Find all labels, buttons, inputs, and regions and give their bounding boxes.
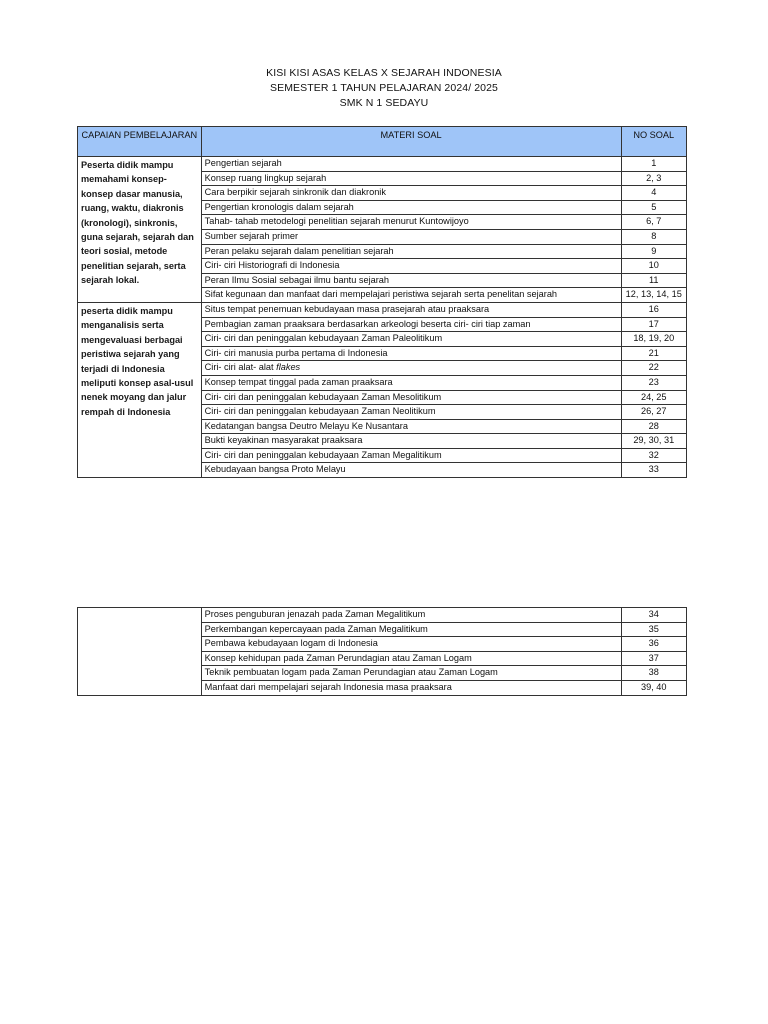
materi-text: Kedatangan bangsa Deutro Melayu Ke Nusantara <box>204 420 408 431</box>
table-row <box>78 157 687 172</box>
materi-soal-cell <box>201 434 621 449</box>
materi-soal-cell <box>201 346 621 361</box>
no-soal-cell: 28 <box>621 419 687 434</box>
materi-text: Pengertian kronologis dalam sejarah <box>204 201 354 212</box>
materi-soal-cell <box>201 288 621 303</box>
no-soal-cell: 29, 30, 31 <box>621 434 687 449</box>
materi-soal-cell <box>201 680 621 695</box>
capaian-pembelajaran-cell: Peserta didik mampu memahami konsep-konsep dasar manusia, ruang, waktu, diakronis (kronologi), sinkronis, guna sejarah, sejarah dan teori sosial, metode penelitian sejarah, serta sejarah lokal. <box>78 157 202 303</box>
materi-text: Pembawa kebudayaan logam di Indonesia <box>204 638 378 649</box>
materi-text: Bukti keyakinan masyarakat praaksara <box>204 435 363 446</box>
materi-soal-cell <box>201 302 621 317</box>
materi-soal-cell <box>201 215 621 230</box>
no-soal-cell: 39, 40 <box>621 680 687 695</box>
kisi-kisi-table-continued <box>77 607 687 696</box>
materi-text: Teknik pembuatan logam pada Zaman Perundagian atau Zaman Logam <box>204 667 498 678</box>
table-row <box>78 608 687 623</box>
materi-soal-cell <box>201 317 621 332</box>
no-soal-cell: 34 <box>621 608 687 623</box>
materi-text: Perkembangan kepercayaan pada Zaman Megalitikum <box>204 623 428 634</box>
materi-text: Cara berpikir sejarah sinkronik dan diakronik <box>204 187 386 198</box>
school-name: SMK N 1 SEDAYU <box>339 97 429 109</box>
capaian-pembelajaran-cell <box>78 608 202 696</box>
no-soal-cell: 16 <box>621 302 687 317</box>
materi-soal-cell <box>201 171 621 186</box>
materi-text: Ciri- ciri manusia purba pertama di Indonesia <box>204 347 388 358</box>
no-soal-cell: 10 <box>621 259 687 274</box>
materi-text: Ciri- ciri dan peninggalan kebudayaan Zaman Mesolitikum <box>204 391 442 402</box>
materi-text: Proses penguburan jenazah pada Zaman Megalitikum <box>204 609 426 619</box>
no-soal-cell: 26, 27 <box>621 405 687 420</box>
materi-soal-cell <box>201 332 621 347</box>
materi-text: Konsep ruang lingkup sejarah <box>204 172 327 183</box>
materi-text: Ciri- ciri Historiografi di Indonesia <box>204 260 340 271</box>
materi-soal-cell <box>201 259 621 274</box>
no-soal-cell: 6, 7 <box>621 215 687 230</box>
materi-soal-cell <box>201 651 621 666</box>
materi-text: Ciri- ciri dan peninggalan kebudayaan Zaman Paleolitikum <box>204 333 443 344</box>
no-soal-cell: 8 <box>621 229 687 244</box>
materi-soal-cell <box>201 361 621 376</box>
no-soal-cell: 5 <box>621 200 687 215</box>
no-soal-cell: 21 <box>621 346 687 361</box>
no-soal-cell: 36 <box>621 637 687 652</box>
materi-soal-cell <box>201 244 621 259</box>
materi-soal-cell <box>201 637 621 652</box>
capaian-pembelajaran-cell: peserta didik mampu menganalisis serta mengevaluasi berbagai peristiwa sejarah yang terjadi di Indonesia meliputi konsep asal-usul nenek moyang dan jalur rempah di Indonesia <box>78 302 202 477</box>
no-soal-cell: 1 <box>621 157 687 172</box>
no-soal-cell: 33 <box>621 463 687 478</box>
no-soal-cell: 4 <box>621 186 687 201</box>
materi-text: Ciri- ciri dan peninggalan kebudayaan Zaman Neolitikum <box>204 406 436 417</box>
materi-text: Situs tempat penemuan kebudayaan masa prasejarah atau praaksara <box>204 303 490 314</box>
materi-soal-cell <box>201 273 621 288</box>
materi-text: Konsep tempat tinggal pada zaman praaksara <box>204 376 393 387</box>
no-soal-cell: 9 <box>621 244 687 259</box>
materi-soal-cell <box>201 419 621 434</box>
materi-text: Konsep kehidupan pada Zaman Perundagian atau Zaman Logam <box>204 652 472 663</box>
materi-soal-cell <box>201 463 621 478</box>
table-header-row <box>78 127 687 157</box>
materi-text: Tahab- tahab metodelogi penelitian sejarah menurut Kuntowijoyo <box>204 216 469 227</box>
no-soal-cell: 23 <box>621 375 687 390</box>
materi-soal-cell <box>201 375 621 390</box>
document-header <box>0 66 768 111</box>
no-soal-cell: 32 <box>621 448 687 463</box>
materi-soal-cell <box>201 229 621 244</box>
materi-soal-cell <box>201 448 621 463</box>
materi-soal-cell <box>201 390 621 405</box>
no-soal-cell: 11 <box>621 273 687 288</box>
no-soal-cell: 35 <box>621 622 687 637</box>
materi-text: Peran Ilmu Sosial sebagai ilmu bantu sejarah <box>204 274 390 285</box>
materi-text: Kebudayaan bangsa Proto Melayu <box>204 464 346 475</box>
no-soal-cell: 12, 13, 14, 15 <box>621 288 687 303</box>
materi-soal-cell <box>201 186 621 201</box>
kisi-kisi-table <box>77 126 687 478</box>
no-soal-cell: 17 <box>621 317 687 332</box>
materi-soal-cell <box>201 608 621 623</box>
materi-text: Pembagian zaman praaksara berdasarkan arkeologi beserta ciri- ciri tiap zaman <box>204 318 531 329</box>
materi-emphasis-text: flakes <box>276 362 301 373</box>
document-title: KISI KISI ASAS KELAS X SEJARAH INDONESIA <box>266 67 502 79</box>
no-soal-cell: 22 <box>621 361 687 376</box>
header-no-soal: NO SOAL <box>621 127 687 157</box>
table-row <box>78 302 687 317</box>
no-soal-cell: 2, 3 <box>621 171 687 186</box>
materi-soal-cell <box>201 622 621 637</box>
header-materi: MATERI SOAL <box>201 127 621 157</box>
no-soal-cell: 18, 19, 20 <box>621 332 687 347</box>
materi-text: Peran pelaku sejarah dalam penelitian sejarah <box>204 245 394 256</box>
materi-soal-cell <box>201 200 621 215</box>
materi-soal-cell <box>201 405 621 420</box>
materi-text: Manfaat dari mempelajari sejarah Indonesia masa praaksara <box>204 681 452 692</box>
materi-text: Ciri- ciri dan peninggalan kebudayaan Zaman Megalitikum <box>204 449 442 460</box>
materi-soal-cell <box>201 157 621 172</box>
materi-soal-cell <box>201 666 621 681</box>
materi-text: Pengertian sejarah <box>204 158 282 168</box>
no-soal-cell: 24, 25 <box>621 390 687 405</box>
document-subtitle: SEMESTER 1 TAHUN PELAJARAN 2024/ 2025 <box>270 82 498 94</box>
materi-text: Ciri- ciri alat- alat <box>204 362 274 373</box>
header-capaian: CAPAIAN PEMBELAJARAN <box>78 127 202 157</box>
materi-text: Sumber sejarah primer <box>204 230 299 241</box>
no-soal-cell: 37 <box>621 651 687 666</box>
no-soal-cell: 38 <box>621 666 687 681</box>
materi-text: Sifat kegunaan dan manfaat dari mempelajari peristiwa sejarah serta penelitan sejarah <box>204 289 558 300</box>
